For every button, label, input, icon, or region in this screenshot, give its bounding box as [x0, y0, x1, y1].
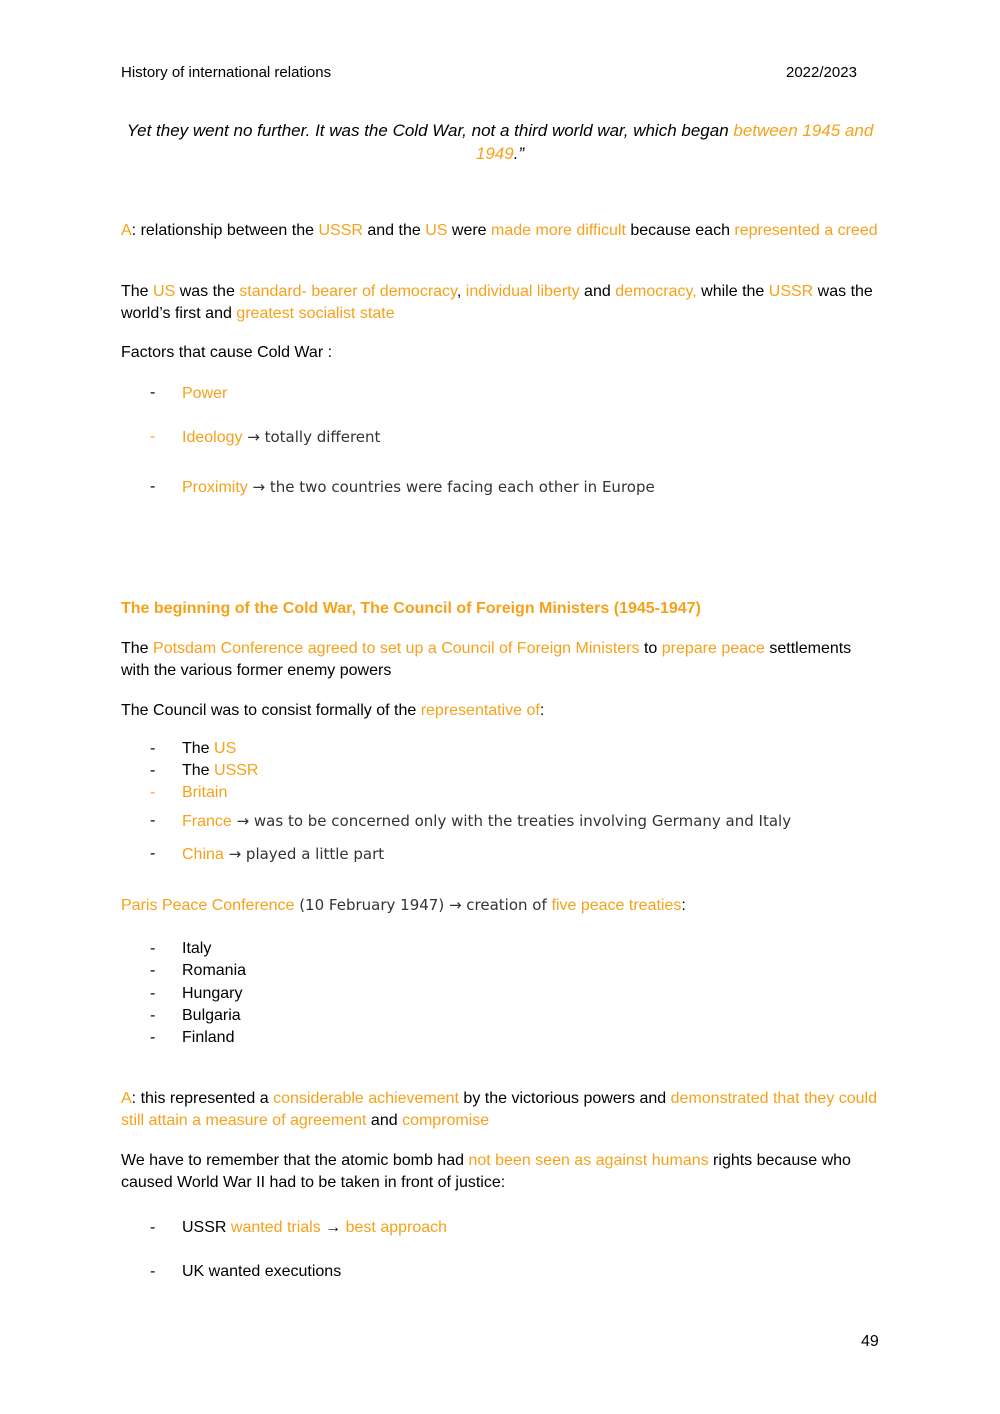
list-item: Power	[182, 385, 228, 402]
quote: Yet they went no further. It was the Cold War, not a third world war, which began between 1945 and 1949.”	[126, 121, 874, 163]
list-item: France → was to be concerned only with the treaties involving Germany and Italy	[182, 812, 792, 830]
list-item: China → played a little part	[182, 845, 385, 863]
paris-paragraph: Paris Peace Conference (10 February 1947) → creation of five peace treaties:	[121, 896, 686, 914]
list-item: The USSR	[182, 762, 259, 779]
analysis-paragraph-1: A: relationship between the USSR and the US were made more difficult because each represented a creed	[121, 222, 878, 239]
list-item: USSR wanted trials → best approach	[182, 1219, 448, 1236]
factors-intro: Factors that cause Cold War :	[121, 344, 333, 361]
list-item: Italy	[182, 940, 212, 957]
list-item: Proximity → the two countries were facing each other in Europe	[182, 478, 655, 496]
list-item: Britain	[182, 784, 228, 801]
list-item: Finland	[182, 1029, 235, 1046]
atomic-paragraph: We have to remember that the atomic bomb had not been seen as against humans rights because who caused World War II had to be taken in front of justice:	[121, 1152, 851, 1191]
analysis-paragraph-2: A: this represented a considerable achievement by the victorious powers and demonstrated that they could still attain a measure of agreement and compromise	[121, 1090, 878, 1129]
running-header-year: 2022/2023	[786, 64, 857, 81]
list-item: Ideology → totally different	[182, 428, 381, 446]
list-item: Romania	[182, 962, 247, 979]
list-item: Hungary	[182, 985, 243, 1002]
list-item: The US	[182, 740, 237, 757]
running-header-title: History of international relations	[121, 64, 332, 81]
us-ussr-paragraph: The US was the standard- bearer of democracy, individual liberty and democracy, while the USSR was the world’s first and greatest socialist state	[121, 283, 873, 322]
list-item: Bulgaria	[182, 1007, 241, 1024]
section-heading: The beginning of the Cold War, The Council of Foreign Ministers (1945-1947)	[121, 600, 701, 617]
council-intro: The Council was to consist formally of the representative of:	[121, 702, 545, 719]
potsdam-paragraph: The Potsdam Conference agreed to set up a Council of Foreign Ministers to prepare peace settlements with the various former enemy powers	[121, 640, 852, 679]
list-item: UK wanted executions	[182, 1263, 342, 1280]
page-number: 49	[861, 1333, 879, 1350]
